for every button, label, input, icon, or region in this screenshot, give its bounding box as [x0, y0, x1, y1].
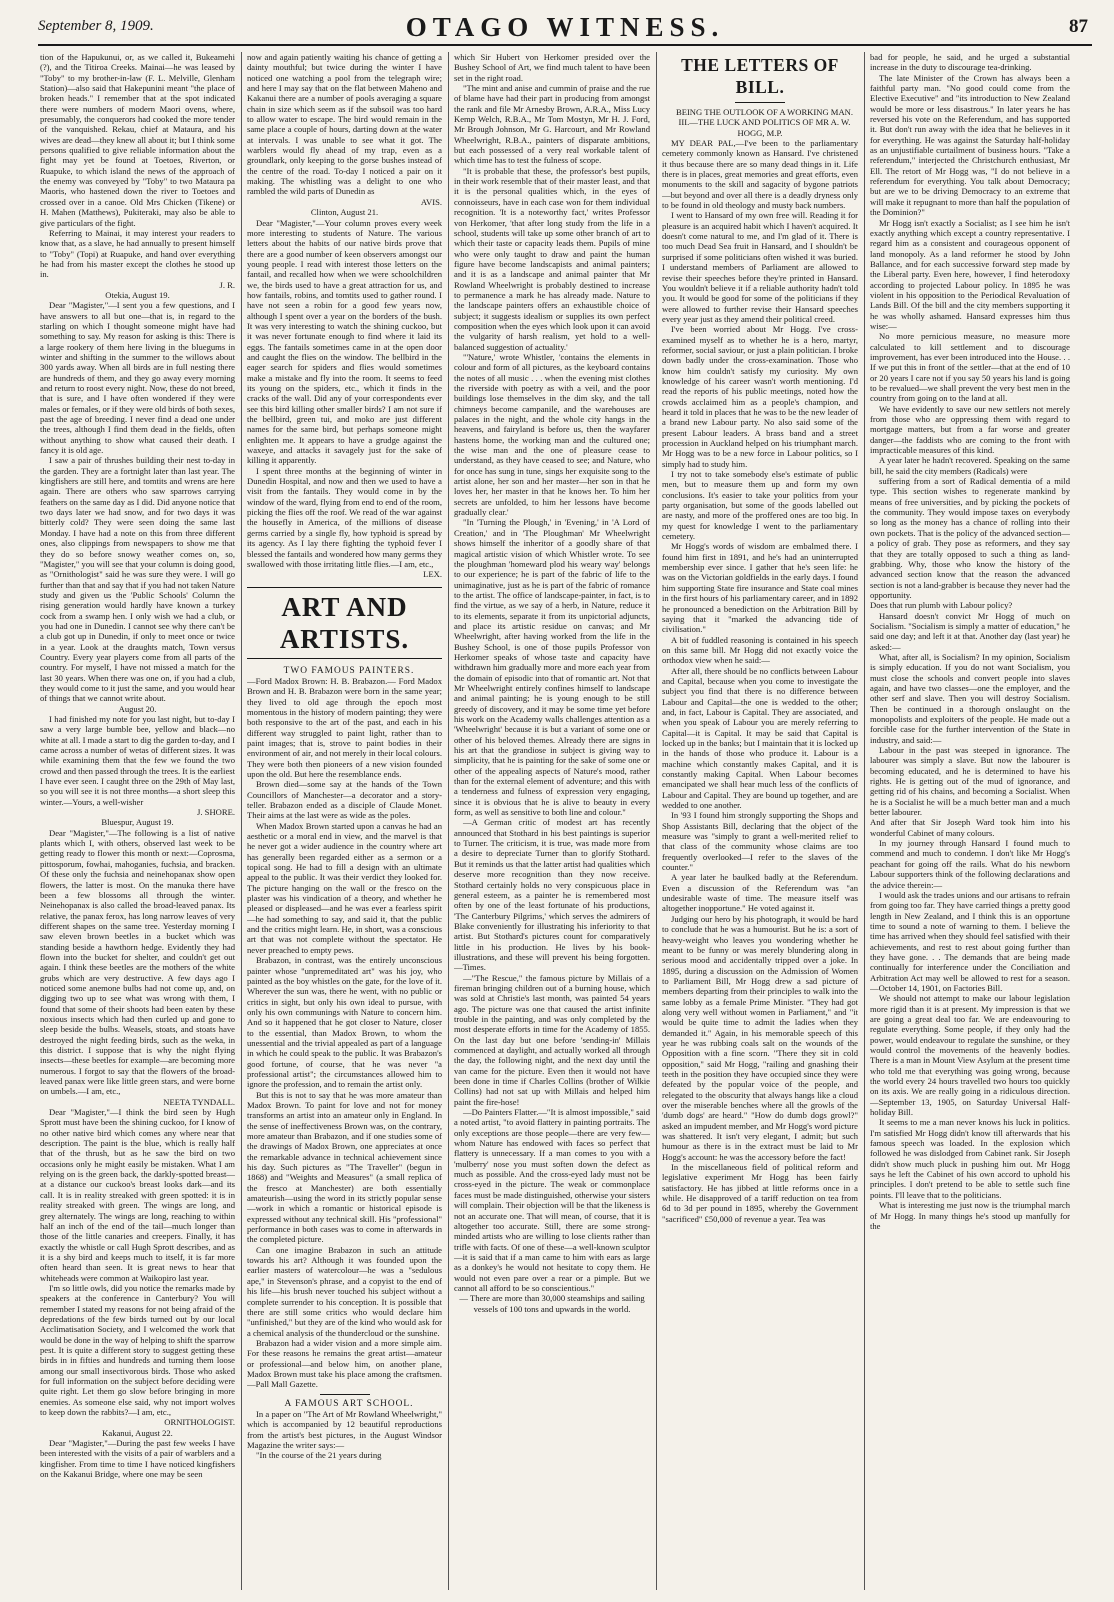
article-paragraph: —Ford Madox Brown: H. B. Brabazon.— Ford Madox Brown and H. B. Brabazon were born in the same year; they lived to old age through the epoch most momentous in the history of modern painting; they were both responsive to the art of the past, and each in his different way struggled to paint light, rather than to paint images; that is, strove to paint bodies in their environment of air, and not merely in their local colours. They were both then pioneers of a new vision founded upon the old. But here the resemblance ends. [247, 675, 442, 779]
letter-paragraph: Referring to Mainai, it may interest your readers to know that, as a slave, he had annually to present himself to "Toby" (Topi) at Ruapuke, and hand over everything he had from his master except the clothes he stood up in. [40, 227, 235, 280]
article-paragraph: Brabazon, in contrast, was the entirely unconscious painter whose "unpremeditated art" was his joy, who painted as the boy whistles on the gate, for the love of it. Wherever the sun was, there he went, with no public or critics in sight, but only his own ideal to pursue, with only his own communings with Nature to concern him. And so it happened that he got closer to Nature, closer to the essential, than Madox Brown, to whom the unessential and the trivial appealed as part of a language in which he could speak to the public. It was Brabazon's good fortune, of course, that he was never "a professional artist"; the circumstances allowed him to ignore the profession, and to remain the artist only. [247, 955, 442, 1090]
letter-paragraph: Hansard doesn't convict Mr Hogg of much on Socialism. "Socialism is simply a matter of education," he said one day; and left it at that. Another day (last year) he asked:— [870, 610, 1070, 652]
page-number: 87 [1069, 16, 1088, 37]
letter-paragraph: No more pernicious measure, no measure more calculated to kill settlement and to discourage improvement, has ever been introduced into the House. . . If we put this in front of the settler—that at the end of 10 or 20 years I care not if you say 50 years his land is going to be revalued—we shall prevent the very best men in the country from going on to the land at all. [870, 331, 1070, 404]
art-subheading-painters: TWO FAMOUS PAINTERS. [283, 665, 415, 676]
letter-paragraph: What, after all, is Socialism? In my opinion, Socialism is simply education. If you do not want Socialism, you must close the schools and convert people into slaves again, and have two classes—one the employer, and the other serf and slave. Then you will destroy Socialism. Then be continued in a thorough onslaught on the monopolists and exploiters of the people. He made out a forcible case for the further intervention of the State in industry, and said:— [870, 651, 1070, 745]
letters-heading: THE LETTERS OF BILL. [681, 55, 839, 97]
article-paragraph: But this is not to say that he was more amateur than Madox Brown. To paint for love and not for money transforms an artist into an amateur only in England. In the sense of ineffectiveness Brown was, on the contrary, more amateur than Brabazon, and if one studies some of the drawings of Madox Brown, one appreciates at once the remarkable advance in technical achievement since his day. Such pictures as "The Traveller" (begun in 1868) and "Weights and Measures" (a small replica of the fresco at Manchester) are both essentially amateurish—using the word in its strictly popular sense—work in which a romantic or historical episode is expressed without any technical skill. His "professional" performance in both cases was to come in afterwards in the completed picture. [247, 1089, 442, 1245]
article-paragraph: Can one imagine Brabazon in such an attitude towards his art? Although it was founded upon the earlier masters of watercolour—he was a "sedulous ape," in Stevenson's phrase, and a copyist to the end of his life—his brush never touched his subject without a complete surrender to his conception. It is possible that there are still some critics who would declare him "unfinished," but they are of the kind who would ask for a chemical analysis of the thundercloud or the sunshine. [247, 1244, 442, 1338]
article-paragraph: In a paper on "The Art of Mr Rowland Wheelwright," which is accompanied by 12 beautiful reproductions from the artist's best pictures, in the August Windsor Magazine the writer says:— [247, 1408, 442, 1450]
letter-paragraph: now and again patiently waiting his chance of getting a dainty mouthful; but twice during the winter I have noticed one watching a pool from the telegraph wire; and here I may say that on the flat between Maheno and Kakanui there are a number of pools averaging a square chain in size which seem as if the subsoil was too hard to allow water to escape. The bird would remain in the same place a couple of hours, darting down at the water at intervals. I was unable to see what it got. The warblers would fly ahead of my trap, even as a groundlark, only keeping to the gorse bushes instead of the centre of the road. To-day I noticed a pair on it making. The whistling was a delight to one who rambled the wild parts of Dunedin as [247, 52, 442, 197]
column-divider [241, 52, 242, 1590]
article-paragraph: —Do Painters Flatter.—"It is almost impossible," said a noted artist, "to avoid flattery in painting portraits. The only exceptions are those people—there are very few—whom Nature has endowed with faces so perfect that flattery is unnecessary. If a man comes to you with a 'mulberry' nose you must soften down the defect as much as possible. And the cross-eyed lady must not be cross-eyed in the picture. The weak or commonplace faces must be made distinguished, otherwise your sisters will complain. Their objection will be that the likeness is not an accurate one. That will mean, of course, that it is altogether too accurate. Still, there are some strong-minded artists who are willing to lose clients rather than trifle with facts. Of one of these—a well-known sculptor—it is said that if a man came to him with ears as large as a donkey's he would not hesitate to copy them. He would not even pare over a rear or a pimple. But we cannot all afford to be so conscientious." [454, 1107, 650, 1293]
letter-paragraph: After all, there should be no conflicts between Labour and Capital, because when you come to investigate the subject you find that there is no difference between Labour and Capital—the one is wedded to the other; and, in fact, Labour is Capital. They are associated, and when you speak of Labour you are merely referring to Capital—it is Capital. It may be said that Capital is locked up in the banks; but I maintain that it is locked up in the hands of those who produce it. Labour is a machine which constantly makes Capital, and it is constantly making Capital. When Labour becomes emancipated we shall hear much less of the conflicts of Labour and Capital. They are bound up together, and are wedded to one another. [662, 665, 858, 811]
column-divider [448, 52, 449, 1590]
issue-date: September 8, 1909. [38, 18, 154, 34]
letter-paragraph: Otekia, August 19. [105, 289, 170, 300]
letter-paragraph: We should not attempt to make our labour legislation more rigid than it is at present. My impression is that we are going a great deal too far. We are endeavouring to regulate everything. Some people, if they only had the power, would endeavour to regulate the sunshine, or they would control the movements of the heavenly bodies. There is a man in Mount View Asylum at the present time who told me that everything was going wrong, because the world every 24 hours travelled two hours too quickly on its axis. We are really going in a ridiculous direction.—September 13, 1905, on Saturday Universal Half-holiday Bill. [870, 993, 1070, 1118]
letter-paragraph: Mr Hogg isn't exactly a Socialist; as I see him he isn't exactly anything which except a country representative. I regard him as a consistent and courageous opponent of land monopoly. As a land reformer he stood by John Ballance, and for each successive forward step made by the Liberal party. Even here, however, I find heterodoxy according to projected Labour policy. In 1895 he was violent in his opposition to the Periodical Revaluation of Lands Bill. Of the bill and the city members supporting it he was wholly ashamed. Hansard expresses him thus wise:— [870, 217, 1070, 331]
article-paragraph: — There are more than 30,000 steamships and sailing vessels of 100 tons and upwards in the world. [459, 1293, 645, 1314]
article-paragraph: —"The Rescue," the famous picture by Millais of a fireman bringing children out of a burning house, which was sold at Christie's last month, was painted 54 years ago. The picture was one that caused the artist infinite trouble in the painting, and was only completed by the most desperate efforts in time for the Academy of 1855. On the last day but one before 'sending-in' Millais commenced at daylight, and actually worked all through the day, the following night, and the next day until the van came for the picture. Even then it would not have been done in time if Charles Collins (brother of Wilkie Collins) had not sat up with Millais and helped him paint the fire-hose! [454, 972, 650, 1107]
letter-paragraph: I saw a pair of thrushes building their nest to-day in the garden. They are a fortnight later than last year. The kingfishers are still here, and tomtits and wrens are here again. There are others who saw sparrows carrying feathers on the same day as I did. Did anyone notice that two days later we had snow, and for two days it was bitterly cold? They were seen doing the same last Monday. I have had a note on this from three different ones, also clippings from newspapers to show me that they do so before snowy weather comes on, so, "Magister," you will see that your column is doing good, as "Ornithologist" said he was sure they were. I will go further than that and say that if you had not taken Nature study and given us the 'Public Schools' Column the rising generation would hardly have known a turkey cock from a swamp hen. I only wish we had a club, or you had one in Dunedin. I cannot see why there can't be a club got up in Dunedin, if only to meet once or twice in a year. Look at the draughts match, Town versus Country. Every year players come from all parts of the country. For myself, I have not missed a match for the last 30 years. When there was one on, if you had a club, they would come to it just the same, and you would hear of things that we cannot write about. [40, 455, 235, 704]
article-paragraph: When Madox Brown started upon a canvas he had an aesthetic or a moral end in view, and the marvel is that he never got a wider audience in the country where art has generally been regarded either as a sermon or a topical song. He had to fill a design with an ultimate appeal to the public. It was their verdict they looked for. The picture hanging on the wall or the fresco on the plaster was his vindication of a theory, and whether he pleased or displeased—and he was ever a fearless spirit—he had something to say, and said it, that the public and the critics might learn. He, in short, was a conscious art that was not complete without the spectator. He never preached to empty pews. [247, 820, 442, 955]
article-paragraph: Brabazon had a wider vision and a more simple aim. For these reasons he remains the great artist—amateur or professional—and below him, on another plane, Madox Brown must take his place among the craftsmen.—Pall Mall Gazette. [247, 1337, 442, 1390]
letter-paragraph: The late Minister of the Crown has always been a faithful party man. "No good could come from the Elective Executive" and "its introduction to New Zealand would be more or less disastrous." In later years he has reversed his vote on the Referendum, and has supported it. But don't run away with the idea that he believes in it for everything. He was against the Saturday half-holiday as an unjustifiable curtailment of business hours. "Take a referendum," interjected the Christchurch enthusiast, Mr Ell. The retort of Mr Hogg was, "I do not believe in a referendum for everything. You talk about Democracy; but are we to be driving Democracy to an extreme that will make it repugnant to more than half the population of the Dominion?" [870, 72, 1070, 218]
letter-paragraph: Clinton, August 21. [310, 207, 379, 218]
letter-paragraph: It seems to me a man never knows his luck in politics. I'm satisfied Mr Hogg didn't know till afterwards that his famous speech was loaded. In the explosion which followed he was dislodged from Cabinet rank. Sir Joseph didn't show much pluck in pushing him out. Mr Hogg says he left the Cabinet of his own accord to uphold his principles. I don't pretend to be able to settle such fine points. I'll leave that to the politicians. [870, 1117, 1070, 1200]
heading-rule [735, 102, 785, 103]
letter-paragraph: AVIS. [420, 196, 442, 207]
letter-paragraph: NEETA TYNDALL. [163, 1096, 235, 1107]
letter-paragraph: What is interesting me just now is the triumphal march of Mr Hogg. In many things he's stood up manfully for the [870, 1200, 1070, 1231]
newspaper-title: OTAGO WITNESS. [405, 12, 725, 42]
letter-paragraph: LEX. [423, 569, 442, 580]
letter-paragraph: In my journey through Hansard I found much to commend and much to condemn. I don't like Mr Hogg's peachant for going off the rails. What do his newborn Labour supporters think of the following declarations and the advice therein:— [870, 838, 1070, 890]
letter-paragraph: And after that Sir Joseph Ward took him into his wonderful Cabinet of many colours. [870, 817, 1070, 838]
letter-paragraph: tion of the Hapukunui, or, as we called it, Bukeamehi (?), and the Titiroa Creeks. Mainai—he was leased by "Toby" to my brother-in-law (F. L. Melville, Glenham Station)—also said that Hakepunini meant "the place of broken heads." I remember that at the spot indicated there were numbers of modern Maori ovens, where, presumably, the conquerors had cooked the more tender of the vanquished. Rekau, chief at Mataura, and his wives are dead—they knew all about it; but I think some persons qualified to give reliable information about the fight may yet be found at Toetoes, Riverton, or Ruapuke, to which island the news of the approach of the enemy was conveyed by "Toby" to two Mataura pa Maoris, who hastened down the river to Toetoes and crossed over in a canoe. Old Mrs Chicken (Tikene) or H. Mahen (Matthews), Pukiteraki, may also be able to give particulars of the fight. [40, 52, 235, 228]
article-paragraph: "In 'Turning the Plough,' in 'Evening,' in 'A Lord of Creation,' and in 'The Ploughman' Mr Wheelwright shows himself the inheritor of a goodly share of that magical artistic vision of which Whistler wrote. To see the ploughman 'homeward plod his weary way' belongs to our experience; he is part of the fabric of life to the unimaginative, just as he is part of the fabric of romance to the artist. The office of landscape-painter, in fact, is to find the virtue, as we say of a herb, in Nature, reduce it to its elements, separate it from its unpictorial adjuncts, and place its artistic residue on canvas; and Mr Wheelwright, after having worked from the life in the Bushey School, is one of those pupils Professor von Herkomer speaks of whose taste and capacity have withdrawn him gradually more and more each year from the domain of episodic into that of romantic art. Not that Mr Wheelwright entirely confines himself to landscape and animal painting; he is young enough to be still greedy of discovery, and it may be some time yet before his work on the Academy walls challenges attention as a 'Wheelwright' because it is but a variant of some one or other of his beloved themes. Already there are signs in his art that the grandiose in subject is giving way to simplicity, that he is painting for the sake of some one or other of the appealing aspects of Nature's mood, rather than for the external element of adventure; and this with a tenderness and fulness of expression very engaging, since it is obvious that he is alive to beauty in every form, as well as sensitive to both line and colour." [454, 517, 650, 818]
letter-paragraph: In '93 I found him strongly supporting the Shops and Shop Assistants Bill, declaring that the object of the measure was "simply to grant a well-merited relief to that class of the community whose claims are too frequently overlooked—I refer to the slaves of the counter." [662, 810, 858, 873]
letter-paragraph: We have evidently to save our new settlers not merely from those who are oppressing them with regard to mortgage matters, but from a far worse and greater danger—the faddists who are coming to the front with impracticable measures of this kind. [870, 403, 1070, 456]
column-divider [656, 52, 657, 1590]
letter-paragraph: Dear "Magister,"—Your column proves every week more interesting to students of Nature. The various letters about the habits of our native birds prove that there are a good number of keen observers amongst our young people. I read with interest those letters on the fantail, and recalled how when we were schoolchildren we, the birds used to have a great attraction for us, and how fantails, robins, and tomtits used to gather round. I have not seen a robin for a good few years now, although I spent over a year on the borders of the bush. It was very interesting to watch the shining cuckoo, but it was never fortunate enough to find where it laid its eggs. The fantails sometimes came in at the open door and caught the flies on the window. The bellbird in the eager search for spiders and flies would sometimes make a mistake and fly into the room. It seems to feed its young on the spiders, etc., which it finds in the cracks of the wall. Did any of your correspondents ever see this bird killing other smaller birds? I am not sure if the bellbird, green tui, and moko are just different names for the same bird, but perhaps someone might enlighten me. It appears to have a grudge against the waxeye, and attacks it savagely just for the sake of killing it apparently. [247, 217, 442, 466]
letter-paragraph: A bit of fuddled reasoning is contained in his speech on this same bill. Mr Hogg did not exactly voice the orthodox view when he said:— [662, 634, 858, 666]
article-paragraph: "In the course of the 21 years during [256, 1450, 382, 1461]
letter-paragraph: I would ask the trades unions and our artisans to refrain from going too far. They have carried things a pretty good length in New Zealand, and I think this is an opportune time to sound a note of warning to them. I believe the time has arrived when they should feel satisfied with their achievements, and rest to rest about going further than they have gone. . . The demands that are being made continually for interference under the Conciliation and Arbitration Act may well be allowed to rest for a season.—October 14, 1901, on Factories Bill. [870, 889, 1070, 993]
letter-paragraph: Dear "Magister,"—I think the bird seen by Hugh Sprott must have been the shining cuckoo, for I know of no other native bird which comes any where near that description. The paint is the blue, which is really half that of the thrush, but as he saw the bird on two occasions only he might easily be mistaken. What I am relying on is the green back, the darkly-spotted breast—at a distance our cuckoo's breast looks dark—and its call. It is in reality streaked with green spotted: it is in reality streaked with green. The wings are long, and grey alternately. The wings are long, reaching to within half an inch of the end of the tail—much longer than those of the little canaries and creepers. Finally, it has exactly the whistle or call Hugh Sprott describes, and as it is a shy bird and keeps much to itself, it is far more often heard than seen. It is great news to hear that whiteheads were common at Waikopiro last year. [40, 1107, 235, 1283]
article-paragraph: which Sir Hubert von Herkomer presided over the Bushey School of Art, we find much talent to have been set in the right road. [454, 52, 650, 83]
letter-paragraph: Labour in the past was steeped in ignorance. The labourer was simply a slave. But now the labourer is becoming educated, and he is determined to have his rights. He is getting out of the mud of ignorance, and getting rid of his chains, and becoming a Socialist. When he is a Socialist he will be a much better man and a much better labourer. [870, 745, 1070, 818]
letter-paragraph: J. R. [219, 279, 235, 290]
letter-paragraph: I'm so little owls, did you notice the remarks made by speakers at the conference in Canterbury? You will remember I stated my reasons for not being afraid of the depredations of the few birds turned out by our local Acclimatisation Society, and I welcomed the work that would be done in the way of helping to shift the sparrow pest. It is quite a different story to suggest getting these birds in in fifties and hundreds and turning them loose among our small insectivorous birds. Those who asked for full information on the subject before deciding were quite right. Let them go slow before bringing in more enemies. As someone else said, why not import wolves to keep down the rabbits?—I am, etc., [40, 1282, 235, 1418]
letter-paragraph: Judging our hero by his photograph, it would be hard to conclude that he was a humourist. But he is: a sort of heavy-weight who leaves you wondering whether he meant to be funny or was merely blundering along in serious mood and accidentally tripped over a joke. In 1895, during a discussion on the Admission of Women to Parliament Bill, Mr Hogg drew a sad picture of members departing from their principles to walk into the same lobby as a female Prime Minister. "They had got along very well without women in Parliament," and "it would be quite time to admit the ladies when they demanded it." Again, in his memorable speech of this year he was rubbing coals salt on the wounds of the Opposition with a fine scorn. "There they sit in cold opposition," said Mr Hogg, "railing and gnashing their teeth in the position they have occupied since they were defeated by the popular voice of the people, and relegated to the obscurity that always hangs like a cloud over the miserable benches where all the growls of the 'dumb dogs' are heard." "How do dumb dogs growl?" asked an impudent member, and Mr Hogg's word picture was shattered. It isn't very elegant, I admit; but such humour as there is in the extract must be laid to Mr Hogg's account: he was the accessory before the fact! [662, 913, 858, 1162]
letter-paragraph: Mr Hogg's words of wisdom are embalmed there. I found him first in 1891, and he's had an uninterrupted membership ever since. I gather that he's seen life: he was on the Victorian goldfields in the early days. I found him supporting State fire insurance and State coal mines in the first hours of his parliamentary career, and in 1892 he pronounced a benediction on the Arbitration Bill by saying that it "marked the advancing tide of civilisation." [662, 541, 858, 635]
masthead [38, 14, 1092, 46]
letter-paragraph: I've been worried about Mr Hogg. I've cross-examined myself as to whether he is a hero, martyr, reformer, social saviour, or just a plain politician. I broke down badly under the cross-examination. Those who know him couldn't satisfy my curiosity. My own knowledge of his career wasn't worth mentioning. I'd read the reports of his public meetings, noted how the crowds acclaimed him as a people's champion, and heard it told in places that he was to be the new leader of a brand new Labour party. No also said some of the present Labour leaders. A brass band and a street procession in Auckland helped on his triumphant march. Mr Hogg was to be a new force in Labour politics, so I simply had to study him. [662, 324, 858, 469]
letter-paragraph: Does that run plumb with Labour policy? [870, 600, 1013, 611]
letters-part-title: III.—THE LUCK AND POLITICS OF MR A. W. HOGG, M.P. [678, 117, 851, 138]
letter-paragraph: Dear "Magister,"—During the past few weeks I have been interested with the visits of a pair of warblers and a kingfisher. From time to time I have noticed kingfishers on the Kakanui Bridge, where one may be seen [40, 1438, 235, 1480]
article-paragraph: "The mint and anise and cummin of praise and the rue of blame have had their part in producing from amongst the rank and file Mr Arnesby Brown, A.R.A., Miss Lucy Kemp Welch, R.B.A., Mr Tom Mostyn, Mr H. J. Ford, Mr Brough Johnson, Mr G. Harcourt, and Mr Rowland Wheelwright, R.B.A., painters of disparate ambitions, but each possessed of a very real workable talent of which time has to test the fulness of scope. [454, 83, 650, 166]
column-3-art-continued [454, 52, 650, 1590]
article-separator [320, 1394, 370, 1395]
letter-paragraph: Dear "Magister,"—I sent you a few questions, and I have answers to all but one—that is, in regard to the starling on which I thought someone might have had something to say. My reason for asking is this: There is a large rookery of them here living in the bluegums in winter and shifting in the summer to the willows about 300 yards away. When all birds are in full nesting there are hundreds of them, and they go away every morning and return to roost every night. Now, these do not breed, that is sure, and I have often wondered if they were males or females, or if they were old birds of both sexes, past the age of breeding. I never find a dead one under the trees, although I find them dead in the fields, often without anything to show what caused their death. I fancy it is old age. [40, 300, 235, 456]
article-paragraph: —A German critic of modest art has recently announced that Stothard in his best paintings is superior to Turner. The criticism, it is true, was made more from a desire to depreciate Turner than to glorify Stothard. But it reminds us that the latter artist had qualities which deserve more recognition than they now receive. Stothard certainly holds no very conspicuous place in general esteem, as a painter he is remembered most often by one of the least fortunate of his productions, 'The Canterbury Pilgrims,' which serves the admirers of Blake conveniently for illustrating his inferiority to that artist. But Stothard's pictures count for comparatively little in his production. He lives by his book-illustrations, and these will prevent his being forgotten.—Times. [454, 817, 650, 973]
letter-paragraph: I had finished my note for you last night, but to-day I saw a very large bumble bee, yellow and black—no white at all. I made a start to dig the garden to-day, and I came across a number of wetas of different sizes. It was while examining them that the few we found the two crowd and then passed through the trees. It is the earliest I have ever seen. I caught three on the 29th of May last, so you will see it is not three months—a short sleep this winter.—Yours, a well-wisher [40, 714, 235, 807]
letter-paragraph: I went to Hansard of my own free will. Reading it for pleasure is an acquired habit which I haven't acquired. It doesn't come natural to me, and I'm glad of it. There is too much Dead Sea fruit in Hansard, and I shouldn't be surprised if some politicians often wished it was buried. I understand members of Parliament are allowed to revise their speeches before they're printed in Hansard. You wouldn't believe it if a reliable authority hadn't told you. It would be good for some of the politicians if they were allowed to further revise their Hansard speeches every year just as they amend their political creed. [662, 210, 858, 324]
letters-subheading: BEING THE OUTLOOK OF A WORKING MAN. [675, 107, 854, 117]
letter-paragraph: suffering from a sort of Radical dementia of a mild type. This section wishes to regenerate mankind by means of free universities, and by picking the pockets of the community. They would impose taxes on everybody so long as the money has a chance of rolling into their own pockets. That is the policy of the advanced section—a policy of grab. They pose as reformers, and they say that they are totally opposed to such a thing as land-grabbing. Why, those who know the history of the advanced section know that the reason the advanced section is not a land-grabber is because they never had the opportunity. [870, 476, 1070, 600]
column-2-art-and-artists [247, 52, 442, 1590]
letter-paragraph: August 20. [118, 703, 157, 714]
art-section-heading: ART AND ARTISTS. [247, 587, 442, 659]
art-subheading-school: A FAMOUS ART SCHOOL. [284, 1398, 414, 1409]
article-paragraph: "It is probable that these, the professor's best pupils, in their work resemble that of their master least, and that it is the personal qualities which, in the eyes of connoisseurs, have in each case won for them individual recognition. 'It is a noteworthy fact,' writes Professor von Herkomer, 'that after long study from the life in a school, students will take up some other branch of art to which their taste or capacity leads them. Pupils of mine who were only taught to draw and paint the human figure have become landscapists and animal painters; and it is as a landscape and animal painter that Mr Rowland Wheelwright is probably destined to increase to permanence a mark he has already made. Nature to the landscape painters offers an exhaustible choice of subject; it suggests idealism or supplies its own perfect composition when the eyes which look upon it can avoid the vulgarity of harsh realism, yet hold to a well-balanced suggestion of actuality.' [454, 165, 650, 352]
letter-paragraph: A year later he hadn't recovered. Speaking on the same bill, he said the city members (Radicals) were [870, 455, 1070, 476]
article-paragraph: Brown died—some say at the hands of the Town Councillors of Manchester—a decorator and a story-teller. Brabazon ended as a disciple of Claude Monet. Their aims at the last were as wide as the poles. [247, 779, 442, 821]
column-1-correspondence [40, 52, 235, 1590]
column-4-letters-of-bill [662, 52, 858, 1590]
letter-paragraph: ORNITHOLOGIST. [164, 1417, 235, 1428]
letter-paragraph: I try not to take somebody else's estimate of public men, but to measure them up and form my own conclusions. It's easier to take your politics from your party organisation, but some of the goods labelled out are nasty, and more of the proffered ones are too big. In my quest for knowledge I went to the parliamentary cemetery. [662, 469, 858, 542]
article-paragraph: "'Nature,' wrote Whistler, 'contains the elements in colour and form of all pictures, as the keyboard contains the notes of all music . . . when the evening mist clothes the riverside with poetry as with a veil, and the poor buildings lose themselves in the dim sky, and the tall chimneys become campanile, and the warehouses are palaces in the night, and the whole city hangs in the heavens, and fairyland is before us, then the wayfarer hastens home, the working man and the cultured one; the wise man and the one of pleasure cease to understand, as they have ceased to see; and Nature, who for once has sung in tune, sings her exquisite song to the artist alone, her son and her master—her son in that he loves her, her master in that he knows her. To him her secrets are unfolded, to him her lessons have become gradually clear.' [454, 351, 650, 518]
letter-paragraph: Bluespur, August 19. [101, 817, 174, 828]
letter-paragraph: bad for people, he said, and he urged a substantial increase in the duty to discourage tea-drinking. [870, 52, 1070, 73]
letter-paragraph: In the miscellaneous field of political reform and legislative experiment Mr Hogg has been fairly satisfactory. He has jibbed at little reforms once in a while. He disapproved of a tariff reduction on tea from 6d to 3d per pound in 1895, whereby the Government "sacrificed" £50,000 of revenue a year. Tea was [662, 1162, 858, 1224]
letter-paragraph: A year later he baulked badly at the Referendum. Even a discussion of the Referendum was "an undesirable waste of time. The measure itself was altogether inopportune." He voted against it. [662, 872, 858, 914]
letter-paragraph: J. SHORE. [197, 807, 235, 818]
letter-paragraph: Kakanui, August 22. [102, 1427, 173, 1438]
letter-paragraph: I spent three months at the beginning of winter in Dunedin Hospital, and now and then we used to have a visit from the fantails. They would come in by the window of the ward, flying from end to end of the room, picking the flies off the roof. We read of the war against the housefly in America, of the millions of disease germs carried by a single fly, how typhoid is spread by its agency. As I lay there fighting the typhoid fever I blessed the fantails and wondered how many germs they swallowed with those irritating little flies.—I am, etc., [247, 465, 442, 569]
column-5-letters-continued [870, 52, 1070, 1590]
column-divider [864, 52, 865, 1590]
letter-paragraph: Dear "Magister,"—The following is a list of native plants which I, with others, observed last week to be getting ready to flower this month or next:—Coprosma, pittosporum, fowhai, mahoganies, fuchsia, and bracken. Of these only the fuchsia and neinehopanax show open flowers, the latter is most. On the manuka there have been a few blossoms all through the winter. Neinehopanax is also called the broad-leaved panax. Its relative, the panax ferox, has long narrow leaves of very different shapes on the same tree. Yesterday morning I saw eleven brown beetles in a bucket which was standing beside a hawthorn hedge. Evidently they had flown into the bucket for shelter, and couldn't get out again. I think these beetles are the mothers of the white grubs which are very destructive. A few days ago I noticed some anemone bulbs had not come up, and, on digging two up to see what was wrong with them, I found that some of their shoots had been eaten by these noxious insects which had then curled up and gone to sleep beside the bulbs. Weasels, stoats, and stoats have destroyed the night feeding birds, such as the weka, in this district. I suppose that is why the night flying insects—these beetles for example—are becoming more numerous. I forgot to say that the flowers of the broad-leaved panax were like little green stars, and were borne on umbels.—I am, etc., [40, 827, 235, 1097]
letter-paragraph: MY DEAR PAL,—I've been to the parliamentary cemetery commonly known as Hansard. I've christened it thus because there are so many dead things in it. Life there is in places, great memories and great efforts, even monuments to the skill and sagacity of bygone patriots—but beyond and over all there is a deadly dryness only to be found in old theology and musty back numbers. [662, 138, 858, 211]
